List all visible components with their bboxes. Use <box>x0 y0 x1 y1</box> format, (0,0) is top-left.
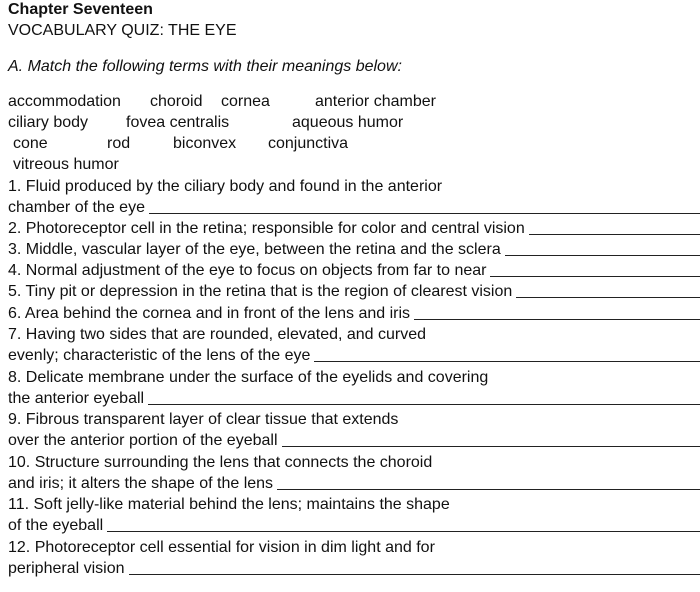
question-text: 11. Soft jelly-like material behind the lens; maintains the shape <box>8 496 450 513</box>
question-line <box>8 345 700 365</box>
term-item: rod <box>107 135 131 152</box>
question-text: 10. Structure surrounding the lens that connects the choroid <box>8 454 433 471</box>
section-instruction: A. Match the following terms with their meanings below: <box>8 58 402 75</box>
answer-blank[interactable] <box>277 489 700 490</box>
chapter-heading: Chapter Seventeen <box>8 1 153 18</box>
question-text: and iris; it alters the shape of the lens <box>8 475 274 492</box>
question-text: peripheral vision <box>8 560 125 577</box>
question-text: chamber of the eye <box>8 199 145 216</box>
question-text: 6. Area behind the cornea and in front of the lens and iris <box>8 305 411 322</box>
question-line <box>8 409 700 429</box>
answer-blank[interactable] <box>148 404 700 405</box>
term-item: conjunctiva <box>268 135 349 152</box>
term-item: fovea centralis <box>126 114 230 131</box>
answer-blank[interactable] <box>490 276 700 277</box>
question-text: 2. Photoreceptor cell in the retina; responsible for color and central vision <box>8 220 525 237</box>
question-text: over the anterior portion of the eyeball <box>8 432 278 449</box>
question-line <box>8 324 700 344</box>
term-item: vitreous humor <box>13 156 119 173</box>
question-line <box>8 537 700 557</box>
answer-blank[interactable] <box>149 213 700 214</box>
question-line <box>8 197 700 217</box>
question-line <box>8 218 700 238</box>
term-item: accommodation <box>8 93 121 110</box>
question-text: 5. Tiny pit or depression in the retina that is the region of clearest vision <box>8 283 513 300</box>
question-text: 3. Middle, vascular layer of the eye, between the retina and the sclera <box>8 241 501 258</box>
question-line <box>8 558 700 578</box>
question-line <box>8 430 700 450</box>
question-line <box>8 303 700 323</box>
answer-blank[interactable] <box>282 446 700 447</box>
question-line <box>8 494 700 514</box>
question-text: 4. Normal adjustment of the eye to focus on objects from far to near <box>8 262 487 279</box>
answer-blank[interactable] <box>314 361 700 362</box>
question-text: evenly; characteristic of the lens of the eye <box>8 347 311 364</box>
answer-blank[interactable] <box>129 574 700 575</box>
term-item: cornea <box>221 93 270 110</box>
question-text: 9. Fibrous transparent layer of clear tissue that extends <box>8 411 399 428</box>
term-item: aqueous humor <box>292 114 404 131</box>
question-line <box>8 367 700 387</box>
question-text: 7. Having two sides that are rounded, elevated, and curved <box>8 326 427 343</box>
question-line <box>8 388 700 408</box>
question-text: 12. Photoreceptor cell essential for vision in dim light and for <box>8 539 435 556</box>
term-item: anterior chamber <box>315 93 436 110</box>
answer-blank[interactable] <box>505 255 700 256</box>
question-text: 1. Fluid produced by the ciliary body and found in the anterior <box>8 178 443 195</box>
question-line <box>8 515 700 535</box>
term-item: ciliary body <box>8 114 89 131</box>
question-text: the anterior eyeball <box>8 390 145 407</box>
quiz-title: VOCABULARY QUIZ: THE EYE <box>8 22 237 39</box>
question-text: of the eyeball <box>8 517 104 534</box>
question-line <box>8 176 700 196</box>
question-line <box>8 452 700 472</box>
question-text: 8. Delicate membrane under the surface of the eyelids and covering <box>8 369 489 386</box>
answer-blank[interactable] <box>529 234 700 235</box>
question-line <box>8 260 700 280</box>
term-item: cone <box>13 135 48 152</box>
question-line <box>8 281 700 301</box>
question-line <box>8 473 700 493</box>
question-line <box>8 239 700 259</box>
answer-blank[interactable] <box>516 297 700 298</box>
term-item: biconvex <box>173 135 237 152</box>
term-item: choroid <box>150 93 203 110</box>
answer-blank[interactable] <box>414 319 700 320</box>
answer-blank[interactable] <box>107 531 700 532</box>
